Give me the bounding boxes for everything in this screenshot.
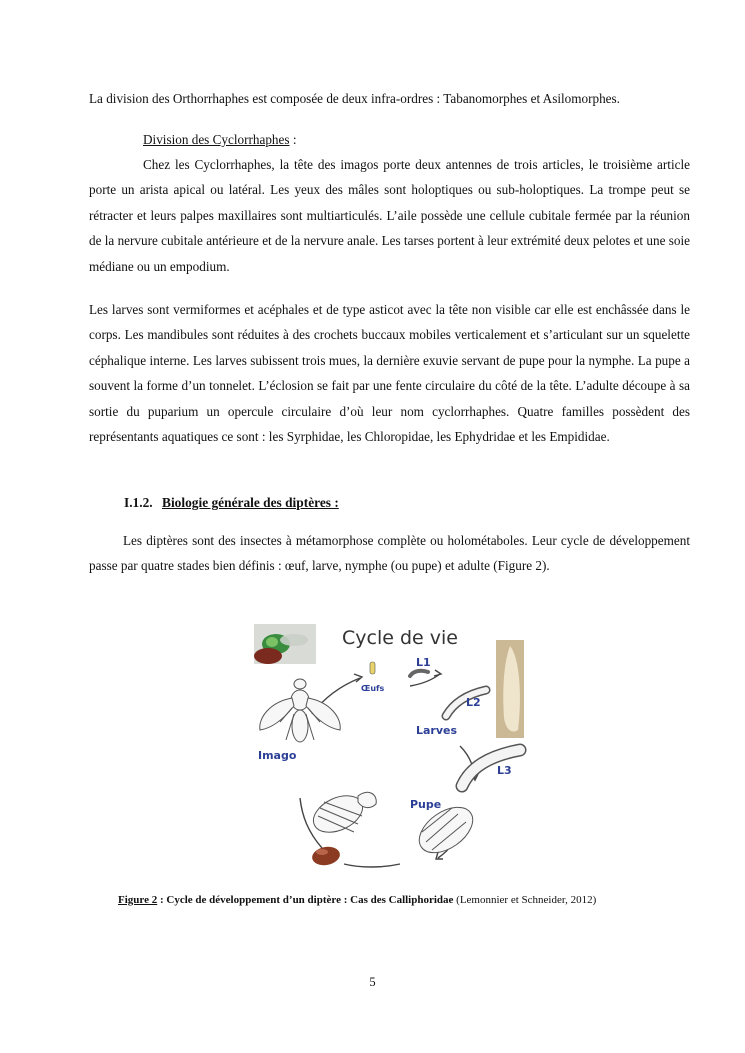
caption-separator: : [157, 894, 167, 906]
eggs-illustration [370, 662, 375, 674]
fly-photo [254, 624, 316, 664]
subheading-colon: : [289, 132, 297, 147]
pupa-photo [311, 845, 342, 868]
caption-title: Cycle de développement d’un diptère : Cas des Calliphoridae [166, 894, 454, 906]
caption-source: (Lemonnier et Schneider, 2012) [453, 894, 597, 906]
subheading-cyclorrhaphes [143, 127, 690, 152]
label-pupa: Pupe [410, 798, 442, 811]
label-l3: L3 [497, 764, 512, 777]
figure-caption [118, 894, 596, 906]
label-eggs: Œufs [361, 684, 385, 693]
maggot-photo [496, 640, 524, 738]
paragraph-orthorrhaphes: La division des Orthorrhaphes est composée de deux infra-ordres : Tabanomorphes et Asilomorphes. [89, 91, 620, 106]
label-l2: L2 [466, 696, 481, 709]
life-cycle-figure [250, 618, 530, 880]
paragraph-cyclorrhaphes: Chez les Cyclorrhaphes, la tête des imagos porte deux antennes de trois articles, le troisième article porte un arista apical ou latéral. Les yeux des mâles sont holoptiques ou sub-holoptiques. La trompe peut se rétracter et leurs palpes maxillaires sont multiarticulés. L’aile possède une cellule cubitale fermée par la réunion de la nervure cubitale antérieure et de la nervure anale. Les tarses portent à leur extrémité deux pelotes et une soie médiane ou un empodium. [89, 157, 690, 274]
page-number: 5 [369, 975, 376, 989]
emerging-adult-illustration [308, 789, 377, 840]
section-number: I.1.2. [124, 495, 153, 510]
paragraph-larves: Les larves sont vermiformes et acéphales et de type asticot avec la tête non visible car elle est enchâssée dans le corps. Les mandibules sont réduites à des crochets buccaux mobiles verticalement et s’articulant sur un squelette céphalique interne. Les larves subissent trois mues, la dernière exuvie servant de pupe pour la nymphe. La pupe a souvent la forme d’un tonnelet. L’éclosion se fait par une fente circulaire du côté de la tête. L’adulte découpe à sa sortie du puparium un opercule circulaire d’où leur nom cyclorrhaphes. Quatre familles possèdent des représentants aquatiques ce sont : les Syrphidae, les Chloropidae, les Ephydridae et les Empididae. [89, 302, 690, 445]
section-title: Biologie générale des diptères : [162, 495, 339, 510]
paragraph-biologie: Les diptères sont des insectes à métamorphose complète ou holométaboles. Leur cycle de développement passe par quatre stades bien définis : œuf, larve, nymphe (ou pupe) et adulte (Figure 2). [89, 533, 690, 574]
label-larvae: Larves [416, 724, 458, 737]
figure-title: Cycle de vie [342, 627, 458, 649]
subheading-title: Division des Cyclorrhaphes [143, 132, 290, 147]
larva-l1-illustration [410, 671, 428, 676]
section-heading [124, 495, 339, 511]
caption-label: Figure 2 [118, 894, 158, 906]
label-imago: Imago [258, 749, 297, 762]
label-l1: L1 [416, 656, 431, 669]
imago-illustration [260, 679, 340, 742]
